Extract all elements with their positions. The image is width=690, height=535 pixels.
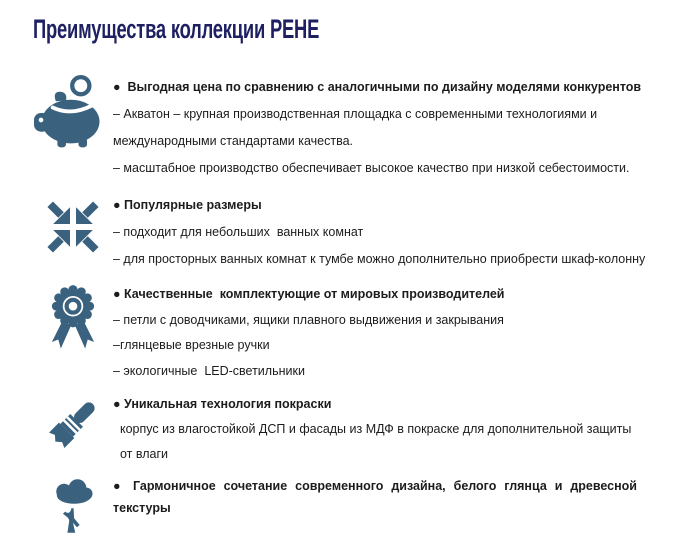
advantage-line: – масштабное производство обеспечивает высокое качество при низкой себестоимости. [113, 161, 630, 175]
icon-column [33, 282, 113, 354]
text-column [113, 192, 650, 273]
title-row [33, 14, 650, 44]
advantage-item-painting [33, 392, 650, 467]
paint-brush-icon [41, 392, 105, 456]
advantage-item-sizes [33, 192, 650, 273]
compress-arrows-icon [43, 197, 103, 257]
advantage-header: ● Популярные размеры [113, 198, 262, 212]
piggy-bank-icon [34, 74, 112, 152]
icon-column [33, 74, 113, 152]
advantage-line: международными стандартами качества. [113, 134, 354, 148]
advantage-line: – петли с доводчиками, ящики плавного выдвижения и закрывания [113, 312, 504, 327]
advantage-header-continuation: текстуры [113, 501, 171, 515]
text-column [113, 282, 650, 384]
icon-column [33, 192, 113, 257]
advantage-line: от влаги [120, 447, 169, 461]
text-column [113, 74, 650, 182]
advantage-line: –глянцевые врезные ручки [113, 338, 270, 352]
advantage-line: – подходит для небольших ванных комнат [113, 225, 364, 239]
advantage-line: – для просторных ванных комнат к тумбе можно дополнительно приобрести шкаф-колонну [113, 252, 646, 266]
award-medal-icon [41, 284, 105, 354]
advantage-item-design [33, 475, 650, 535]
advantage-line: – Акватон – крупная производственная площадка с современными технологиями и [113, 107, 598, 121]
advantage-header: ● Уникальная технология покраски [113, 397, 332, 411]
text-column [113, 475, 650, 519]
advantage-line: – экологичные LED-светильники [113, 363, 305, 378]
icon-column [33, 475, 113, 535]
text-column [113, 392, 650, 467]
advantage-item-price [33, 74, 650, 182]
advantage-line: корпус из влагостойкой ДСП и фасады из МДФ в покраске для дополнительной защиты [120, 422, 632, 436]
advantage-header: ● Гармоничное сочетание современного дизайна, белого глянца и древесной [113, 479, 637, 493]
tree-icon [45, 477, 101, 535]
advantage-header: ● Выгодная цена по сравнению с аналогичными по дизайну моделями конкурентов [113, 80, 642, 94]
advantage-item-components [33, 282, 650, 384]
icon-column [33, 392, 113, 456]
advantage-header: ● Качественные комплектующие от мировых производителей [113, 287, 505, 301]
page-title: Преимущества коллекции РЕНЕ [33, 14, 320, 44]
